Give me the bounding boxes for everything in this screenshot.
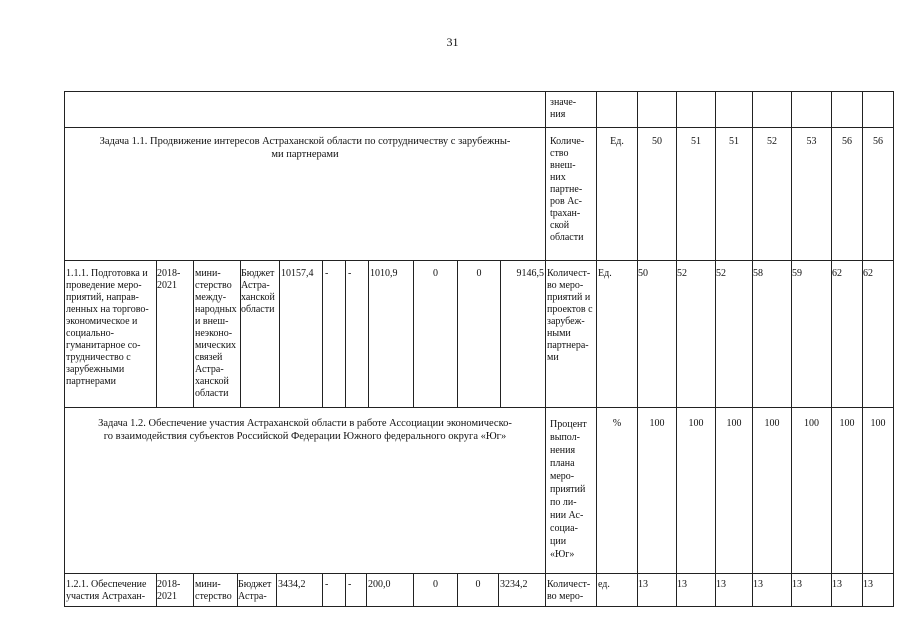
table-line bbox=[752, 91, 753, 606]
table-line bbox=[457, 260, 458, 407]
task-1-2-indicator: Процент выпол- нения плана меро- приятий по ли- нии Ас- социа- ции «Юг» bbox=[550, 419, 587, 560]
table-line bbox=[676, 91, 677, 606]
table-line bbox=[64, 407, 894, 408]
activity-1-1-1-funding: - bbox=[348, 268, 352, 279]
task-1-2-value: 100 bbox=[870, 418, 886, 429]
task-1-1-unit: Ед. bbox=[610, 136, 624, 147]
table-line bbox=[64, 91, 65, 606]
activity-1-1-1-funding: 0 bbox=[433, 268, 438, 279]
task-1-2-value: 100 bbox=[688, 418, 704, 429]
activity-1-2-1-value: 13 bbox=[863, 579, 873, 590]
activity-1-2-1-funding: - bbox=[348, 579, 352, 590]
activity-1-1-1-funding: 0 bbox=[476, 268, 482, 279]
task-1-1-indicator: Количе- ство внеш- них партне- ров Ас- tрахан- ской области bbox=[550, 136, 585, 243]
activity-1-2-1-funding: 200,0 bbox=[368, 579, 391, 590]
activity-1-2-1-executor: мини- стерство bbox=[195, 579, 232, 602]
table-line bbox=[831, 91, 832, 606]
table-line bbox=[791, 91, 792, 606]
activity-1-1-1-value: 62 bbox=[832, 268, 842, 279]
table-line bbox=[64, 260, 894, 261]
table-line bbox=[64, 91, 894, 92]
table-line bbox=[279, 260, 280, 407]
table-line bbox=[637, 91, 638, 606]
table-line bbox=[64, 573, 894, 574]
table-line bbox=[715, 91, 716, 606]
table-line bbox=[276, 573, 277, 606]
table-line bbox=[193, 260, 194, 407]
table-line bbox=[64, 606, 894, 607]
activity-1-1-1-indicator: Количест- во меро- приятий и проектов с зарубеж- ными партнера- ми bbox=[547, 268, 593, 363]
task-1-2-value: 100 bbox=[726, 418, 742, 429]
activity-1-2-1-funding: 0 bbox=[475, 579, 481, 590]
activity-1-1-1-funding: 9146,5 bbox=[516, 268, 544, 279]
activity-1-1-1-value: 62 bbox=[863, 268, 873, 279]
activity-1-1-1-value: 50 bbox=[638, 268, 648, 279]
table-line bbox=[545, 91, 546, 606]
table-line bbox=[862, 91, 863, 606]
activity-1-2-1-value: 13 bbox=[832, 579, 842, 590]
table-line bbox=[498, 573, 499, 606]
table-line bbox=[345, 573, 346, 606]
activity-1-2-1-funding: - bbox=[325, 579, 329, 590]
activity-1-2-1-value: 13 bbox=[716, 579, 726, 590]
page-number: 31 bbox=[446, 35, 459, 49]
activity-1-1-1-unit: Ед. bbox=[598, 268, 612, 279]
table-line bbox=[345, 260, 346, 407]
table-line bbox=[893, 91, 894, 606]
activity-1-1-1-value: 52 bbox=[716, 268, 726, 279]
activity-1-2-1-value: 13 bbox=[677, 579, 687, 590]
table-line bbox=[322, 573, 323, 606]
activity-1-1-1-total: 10157,4 bbox=[281, 268, 314, 279]
activity-1-1-1-value: 52 bbox=[677, 268, 687, 279]
activity-1-2-1-value: 13 bbox=[753, 579, 763, 590]
activity-1-1-1-funding: - bbox=[325, 268, 329, 279]
activity-1-2-1-value: 13 bbox=[792, 579, 802, 590]
table-line bbox=[500, 260, 501, 407]
task-1-1-value: 51 bbox=[729, 136, 739, 147]
task-1-1-title: Задача 1.1. Продвижение интересов Астраханской области по сотрудничеству с зарубежны- ми партнерами bbox=[99, 136, 511, 160]
table-line bbox=[322, 260, 323, 407]
activity-1-2-1-funding: 0 bbox=[433, 579, 438, 590]
activity-1-2-1-unit: ед. bbox=[598, 579, 610, 590]
task-1-2-title: Задача 1.2. Обеспечение участия Астраханской области в работе Ассоциации экономическо- го взаимодействия субъектов Российской Федерации Южного федерального округа «Юг» bbox=[98, 418, 512, 442]
task-1-1-value: 50 bbox=[652, 136, 662, 147]
task-1-1-value: 56 bbox=[873, 136, 883, 147]
task-1-2-value: 100 bbox=[764, 418, 780, 429]
activity-1-2-1-total: 3434,2 bbox=[278, 579, 306, 590]
activity-1-1-1-funding: 1010,9 bbox=[370, 268, 398, 279]
activity-1-1-1-value: 58 bbox=[753, 268, 763, 279]
table-line bbox=[413, 260, 414, 407]
task-1-2-value: 100 bbox=[804, 418, 819, 429]
header-indicator-cell: значе- ния bbox=[550, 97, 577, 120]
task-1-1-value: 53 bbox=[806, 136, 817, 147]
activity-1-1-1-value: 59 bbox=[792, 268, 802, 279]
table-line bbox=[366, 573, 367, 606]
activity-1-2-1-name: 1.2.1. Обеспечение участия Астрахан- bbox=[66, 579, 147, 602]
table-line bbox=[368, 260, 369, 407]
task-1-2-value: 100 bbox=[649, 418, 665, 429]
activity-1-1-1-source: Бюджет Астра- ханской области bbox=[241, 268, 275, 315]
table-line bbox=[596, 91, 597, 606]
task-1-1-value: 52 bbox=[767, 136, 777, 147]
task-1-2-unit: % bbox=[612, 418, 622, 429]
table-line bbox=[64, 127, 894, 128]
activity-1-1-1-name: 1.1.1. Подготовка и проведение меро- приятий, направ- ленных на торгово- экономическое и социально- гуманитарное со- трудничество с зарубежными партнерами bbox=[66, 268, 149, 387]
activity-1-2-1-funding: 3234,2 bbox=[500, 579, 528, 590]
task-1-2-value: 100 bbox=[839, 418, 855, 429]
task-1-1-value: 56 bbox=[842, 136, 852, 147]
activity-1-1-1-period: 2018- 2021 bbox=[157, 268, 181, 291]
table-line bbox=[193, 573, 194, 606]
activity-1-2-1-source: Бюджет Астра- bbox=[238, 579, 272, 602]
activity-1-2-1-value: 13 bbox=[638, 579, 648, 590]
activity-1-2-1-indicator: Количест- во меро- bbox=[547, 579, 591, 602]
task-1-1-value: 51 bbox=[691, 136, 701, 147]
activity-1-2-1-period: 2018- 2021 bbox=[157, 579, 181, 602]
activity-1-1-1-executor: мини- стерство между- народных и внеш- неэконо- мических связей Астра- ханской области bbox=[195, 268, 237, 399]
